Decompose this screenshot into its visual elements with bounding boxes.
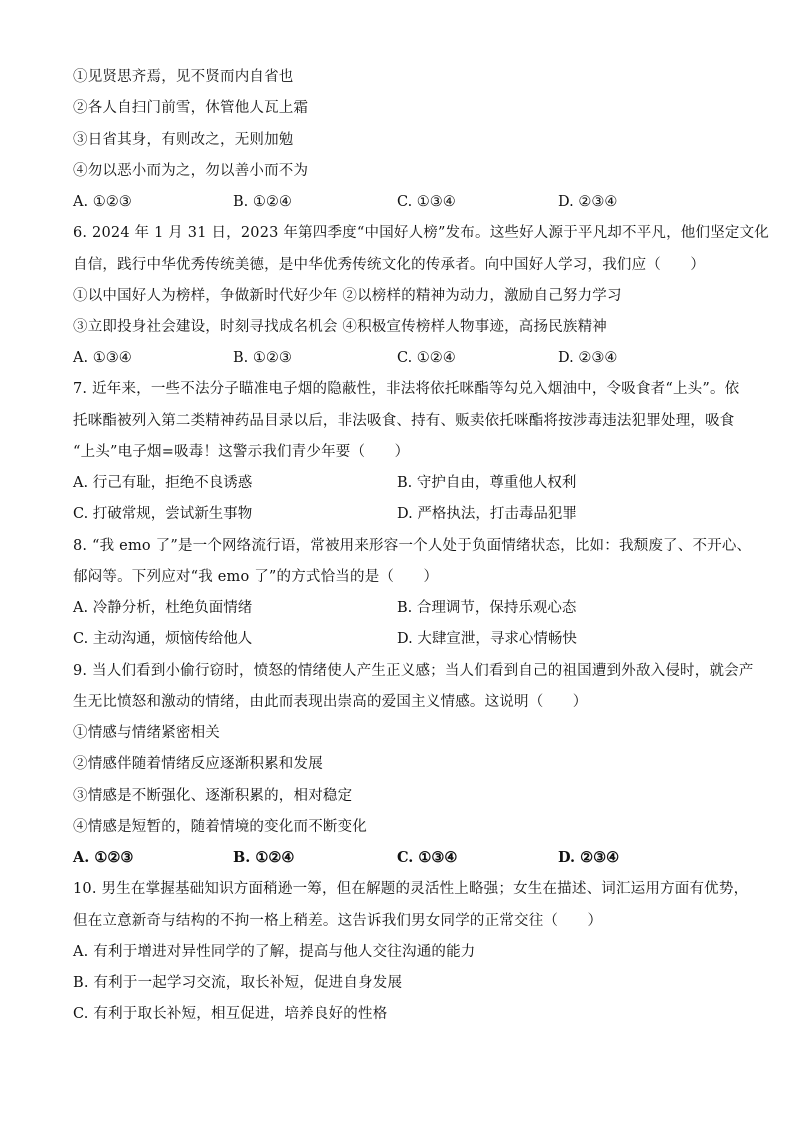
q5-option-c: C. ①③④: [397, 194, 456, 210]
q9-item-3: ③情感是不断强化、逐渐积累的，相对稳定: [73, 788, 353, 804]
q9-option-a: A. ①②③: [73, 849, 134, 866]
q5-option-a: A. ①②③: [73, 194, 132, 210]
q6-items-line-2: ③立即投身社会建设，时刻寻找成名机会 ④积极宣传榜样人物事迹，高扬民族精神: [73, 319, 608, 335]
q9-option-d: D. ②③④: [558, 849, 620, 866]
q10-option-c: C. 有利于取长补短，相互促进，培养良好的性格: [73, 1006, 388, 1022]
q7-option-a: A. 行己有耻，拒绝不良诱惑: [73, 475, 253, 491]
q8-stem-line-2: 郁闷等。下列应对“我 emo 了”的方式恰当的是（ ）: [73, 569, 439, 585]
q6-items-line-1: ①以中国好人为榜样，争做新时代好少年 ②以榜样的精神为动力，激励自己努力学习: [73, 288, 622, 304]
q5-option-b: B. ①②④: [233, 194, 292, 210]
q6-option-b: B. ①②③: [233, 350, 292, 366]
q9-stem-line-2: 生无比愤怒和激动的情绪，由此而表现出崇高的爱国主义情感。这说明（ ）: [73, 694, 588, 710]
q5-item-2: ②各人自扫门前雪，休管他人瓦上霜: [73, 100, 309, 116]
q8-stem-line-1: 8. “我 emo 了”是一个网络流行语，常被用来形容一个人处于负面情绪状态，比如：我颓废了、不开心、: [73, 538, 752, 554]
q7-option-d: D. 严格执法，打击毒品犯罪: [397, 506, 577, 522]
q10-stem-line-2: 但在立意新奇与结构的不拘一格上稍差。这告诉我们男女同学的正常交往（ ）: [73, 913, 603, 929]
q10-option-b: B. 有利于一起学习交流，取长补短，促进自身发展: [73, 975, 403, 991]
q10-stem-line-1: 10. 男生在掌握基础知识方面稍逊一筹，但在解题的灵活性上略强；女生在描述、词汇运用方面有优势，: [73, 881, 749, 897]
q9-item-2: ②情感伴随着情绪反应逐渐积累和发展: [73, 756, 323, 772]
q5-option-d: D. ②③④: [558, 194, 618, 210]
q6-option-c: C. ①②④: [397, 350, 456, 366]
q9-option-b: B. ①②④: [233, 849, 295, 866]
q6-stem-line-1: 6. 2024 年 1 月 31 日，2023 年第四季度“中国好人榜”发布。这些好人源于平凡却不平凡，他们坚定文化: [73, 225, 769, 241]
q8-option-a: A. 冷静分析，杜绝负面情绪: [73, 600, 253, 616]
q9-item-1: ①情感与情绪紧密相关: [73, 725, 220, 741]
q9-option-c: C. ①③④: [397, 849, 458, 866]
q6-option-a: A. ①③④: [73, 350, 132, 366]
q7-stem-line-1: 7. 近年来，一些不法分子瞄准电子烟的隐蔽性，非法将依托咪酯等勾兑入烟油中，令吸食者“上头”。依: [73, 381, 740, 397]
q9-item-4: ④情感是短暂的，随着情境的变化而不断变化: [73, 819, 367, 835]
q5-item-4: ④勿以恶小而为之，勿以善小而不为: [73, 163, 309, 179]
q5-item-1: ①见贤思齐焉，见不贤而内自省也: [73, 69, 294, 85]
q7-stem-line-3: “上头”电子烟=吸毒！这警示我们青少年要（ ）: [73, 444, 410, 460]
q6-stem-line-2: 自信，践行中华优秀传统美德，是中华优秀传统文化的传承者。向中国好人学习，我们应（ ）: [73, 257, 706, 273]
q8-option-b: B. 合理调节，保持乐观心态: [397, 600, 577, 616]
q7-option-b: B. 守护自由，尊重他人权利: [397, 475, 577, 491]
q9-stem-line-1: 9. 当人们看到小偷行窃时，愤怒的情绪使人产生正义感；当人们看到自己的祖国遭到外敌入侵时，就会产: [73, 663, 754, 679]
q6-option-d: D. ②③④: [558, 350, 618, 366]
q10-option-a: A. 有利于增进对异性同学的了解，提高与他人交往沟通的能力: [73, 944, 476, 960]
q5-item-3: ③日省其身，有则改之，无则加勉: [73, 132, 294, 148]
q7-option-c: C. 打破常规，尝试新生事物: [73, 506, 253, 522]
q8-option-c: C. 主动沟通，烦恼传给他人: [73, 631, 253, 647]
q8-option-d: D. 大肆宣泄，寻求心情畅快: [397, 631, 577, 647]
q7-stem-line-2: 托咪酯被列入第二类精神药品目录以后，非法吸食、持有、贩卖依托咪酯将按涉毒违法犯罪处理，吸食: [73, 413, 735, 429]
